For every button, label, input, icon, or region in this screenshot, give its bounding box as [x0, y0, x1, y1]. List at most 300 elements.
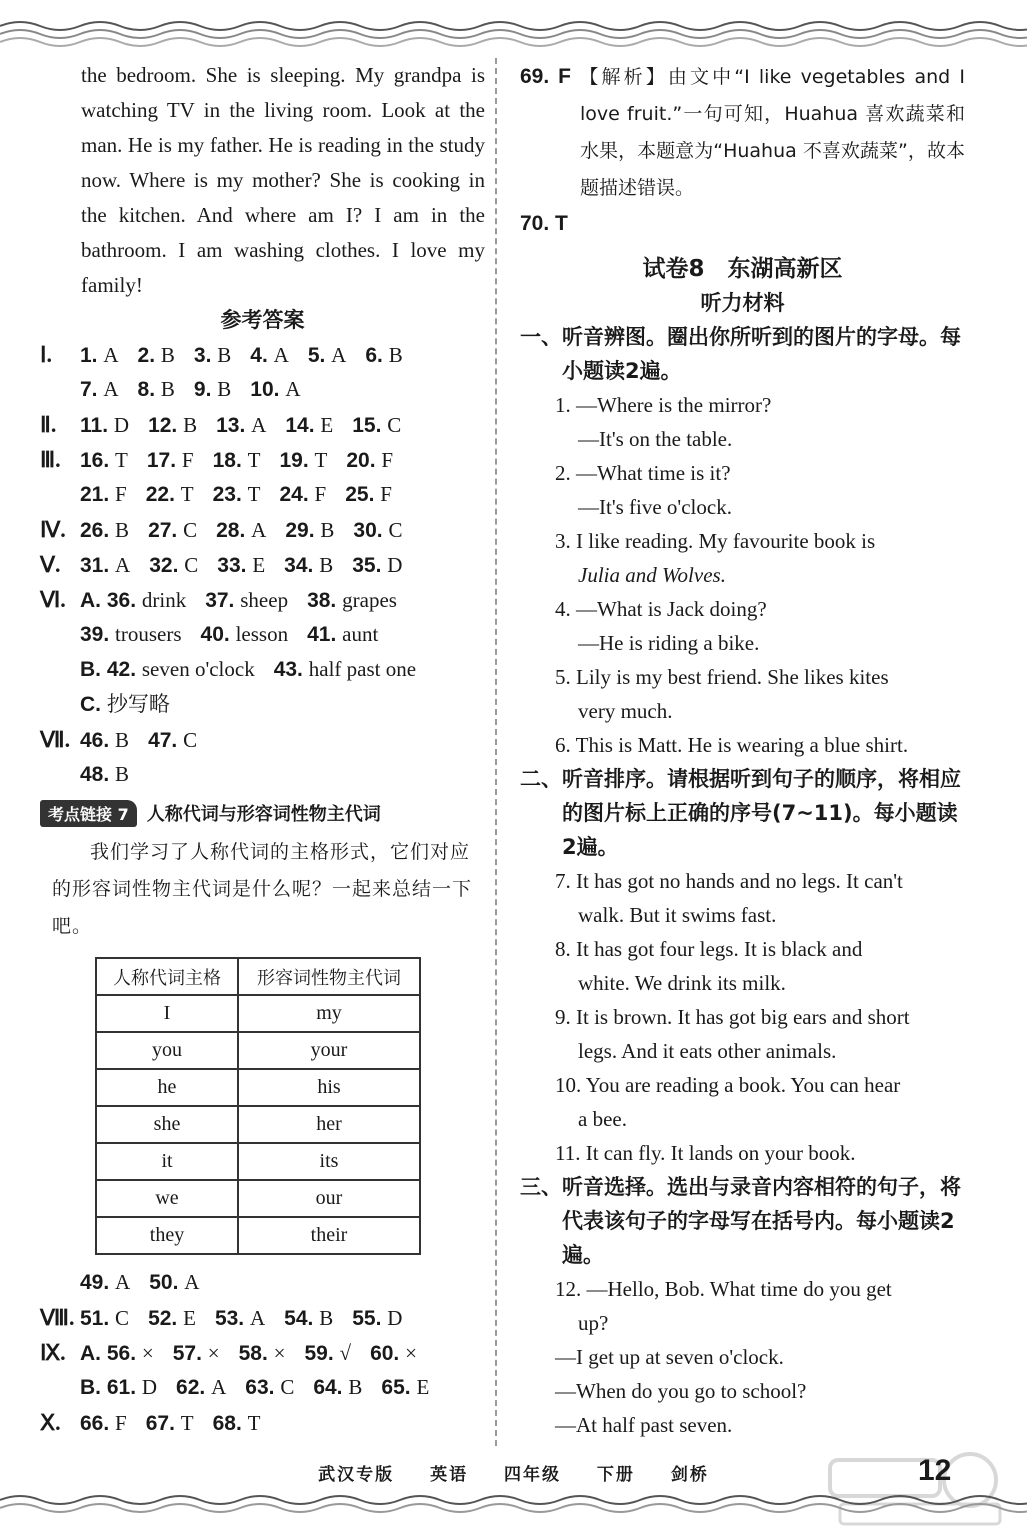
- question-number: 31.: [80, 554, 110, 577]
- answer-value: A: [103, 377, 119, 401]
- answer-key-block-2: [40, 1265, 485, 1440]
- answer-item: [205, 583, 288, 618]
- listening-item-line: 3. I like reading. My favourite book is: [555, 529, 876, 553]
- question-number: B. 42.: [80, 658, 137, 681]
- answer-value: T: [314, 448, 328, 472]
- answer-item: [213, 443, 261, 478]
- answer-item: [80, 652, 255, 687]
- answer-item: [274, 652, 416, 687]
- question-number: 9.: [193, 378, 212, 401]
- table-row: [96, 1069, 420, 1106]
- question-number: 12.: [148, 414, 178, 437]
- listening-item-continuation: —It's five o'clock.: [578, 495, 732, 519]
- answer-row: [40, 1335, 485, 1370]
- table-cell: we: [96, 1180, 238, 1217]
- answer-row: [40, 477, 485, 512]
- answer-value: F: [381, 448, 394, 472]
- table-row: [96, 1032, 420, 1069]
- answer-value: B: [319, 1306, 334, 1330]
- answer-value: A: [184, 1270, 200, 1294]
- answer-value: C: [387, 413, 402, 437]
- answer-value: A: [115, 553, 131, 577]
- answer-value: ×: [207, 1341, 220, 1365]
- answer-value: C: [388, 518, 403, 542]
- question-number: 43.: [273, 658, 303, 681]
- answer-value: B: [217, 343, 232, 367]
- answer-value: sheep: [240, 588, 289, 612]
- question-number: 2.: [137, 344, 156, 367]
- question-number: 54.: [284, 1307, 314, 1330]
- table-cell: I: [96, 995, 238, 1032]
- answer-value: F: [314, 482, 327, 506]
- answer-value: T: [247, 448, 261, 472]
- answer-value: ×: [273, 1341, 286, 1365]
- listening-item-continuation: a bee.: [578, 1107, 627, 1131]
- answer-item: [352, 408, 401, 443]
- question-number: 50.: [149, 1271, 179, 1294]
- listening-item-line: 4. —What is Jack doing?: [555, 597, 767, 621]
- listening-item-line: 1. —Where is the mirror?: [555, 393, 772, 417]
- top-wave-border: [0, 14, 1027, 54]
- table-cell: his: [238, 1069, 420, 1106]
- table-row: [96, 1143, 420, 1180]
- question-number: 66.: [80, 1412, 110, 1435]
- kaodian-text: 我们学习了人称代词的主格形式，它们对应的形容词性物主代词是什么呢？一起来总结一下吧。: [52, 841, 473, 937]
- table-header-row: [96, 958, 420, 995]
- question-number: 5.: [307, 344, 326, 367]
- answer-item: [80, 1265, 130, 1300]
- answer-value: T: [115, 448, 128, 472]
- roman-numeral: Ⅸ.: [40, 1340, 66, 1365]
- table-cell: their: [238, 1217, 420, 1254]
- answer-value: E: [183, 1306, 196, 1330]
- listening-item-line: —When do you go to school?: [555, 1379, 807, 1403]
- answer-value: grapes: [342, 588, 397, 612]
- question-number: B. 61.: [80, 1376, 137, 1399]
- answer-item: [80, 477, 127, 512]
- answer-item: [80, 408, 129, 443]
- question-number: 14.: [285, 414, 315, 437]
- table-row: [96, 1217, 420, 1254]
- answer-row: [40, 1405, 485, 1440]
- answer-item: [173, 1336, 220, 1371]
- answer-row: [40, 442, 485, 477]
- question-number: 1.: [80, 344, 98, 367]
- answer-value: C: [183, 728, 198, 752]
- question-number: A. 56.: [80, 1342, 137, 1365]
- answer-value: T: [247, 482, 261, 506]
- answer-item: [285, 408, 333, 443]
- answer-row: [40, 547, 485, 582]
- listening-item-continuation: walk. But it swims fast.: [578, 903, 777, 927]
- answer-value: B: [319, 553, 334, 577]
- question-number: 67.: [145, 1412, 175, 1435]
- answer-value: B: [320, 518, 335, 542]
- answer-item: [146, 477, 194, 512]
- question-number: 40.: [200, 623, 230, 646]
- answer-item: [250, 372, 300, 407]
- roman-numeral: Ⅳ.: [40, 517, 66, 542]
- listening-item-line: 8. It has got four legs. It is black and: [555, 937, 863, 961]
- table-cell: he: [96, 1069, 238, 1106]
- answer-value: trousers: [115, 622, 182, 646]
- question-number: 8.: [137, 378, 156, 401]
- question-number: 21.: [80, 483, 110, 506]
- question-number: 30.: [353, 519, 383, 542]
- question-number: 29.: [285, 519, 315, 542]
- answer-value: A: [115, 1270, 131, 1294]
- answer-item: [80, 372, 119, 407]
- question-number: 3.: [193, 344, 212, 367]
- answer-item: [146, 1406, 194, 1441]
- section-1-instruction: 一、听音辨图。圈出你所听到的图片的字母。每小题读2遍。: [520, 325, 961, 383]
- answer-value: D: [387, 1306, 403, 1330]
- answer-item: [148, 408, 197, 443]
- answer-value: B: [115, 518, 130, 542]
- table-header-cell: 人称代词主格: [96, 958, 238, 995]
- answer-value: aunt: [342, 622, 379, 646]
- answer-item: [149, 1265, 199, 1300]
- question-number: 60.: [370, 1342, 400, 1365]
- listening-item-line: —I get up at seven o'clock.: [555, 1345, 784, 1369]
- question-number: 47.: [148, 729, 178, 752]
- answer-item: [245, 1370, 294, 1405]
- answer-item: [365, 338, 402, 373]
- answer-item: [216, 513, 266, 548]
- table-cell: its: [238, 1143, 420, 1180]
- answer-value: T: [180, 1411, 194, 1435]
- footer-volume: 下册: [596, 1465, 635, 1485]
- answer-item: [213, 477, 261, 512]
- question-number: 58.: [238, 1342, 268, 1365]
- footer-grade: 四年级: [504, 1465, 561, 1485]
- section-3-instruction: 三、听音选择。选出与录音内容相符的句子，将代表该句子的字母写在括号内。每小题读2遍。: [520, 1175, 961, 1267]
- listening-item-line: 12. —Hello, Bob. What time do you get: [555, 1277, 892, 1301]
- answer-value: B: [217, 377, 232, 401]
- answer-item: [279, 477, 326, 512]
- answer-item: [80, 617, 182, 652]
- answer-value: ×: [141, 1341, 154, 1365]
- answer-item: [138, 338, 175, 373]
- table-cell: your: [238, 1032, 420, 1069]
- answer-item: [80, 757, 129, 792]
- question-number: 13.: [216, 414, 246, 437]
- footer-edition: 武汉专版: [318, 1465, 395, 1485]
- question-number: 27.: [148, 519, 178, 542]
- answer-value: half past one: [308, 657, 417, 681]
- answer-row: [40, 722, 485, 757]
- answer-69-analysis: 【解析】由文中“I like vegetables and I love fruit.”一句可知，Huahua 喜欢蔬菜和水果，本题意为“Huahua 不喜欢蔬菜”，故本题描述错误。: [579, 66, 966, 199]
- listening-item-continuation: Julia and Wolves.: [578, 563, 726, 587]
- section-2-items: [520, 864, 965, 1170]
- answer-value: B: [160, 377, 175, 401]
- table-cell: her: [238, 1106, 420, 1143]
- answer-value: B: [348, 1375, 363, 1399]
- answer-item: [217, 548, 265, 583]
- listening-item-line: 10. You are reading a book. You can hear: [555, 1073, 901, 1097]
- right-column: [520, 58, 965, 1442]
- question-number: 26.: [80, 519, 110, 542]
- answer-value: T: [180, 482, 194, 506]
- question-number: 11.: [80, 414, 109, 437]
- question-number: 49.: [80, 1271, 110, 1294]
- listening-item-continuation: white. We drink its milk.: [578, 971, 786, 995]
- listening-item-continuation: up?: [578, 1311, 609, 1335]
- answer-value: A: [251, 518, 267, 542]
- answer-item: [80, 548, 130, 583]
- answer-item: [370, 1336, 417, 1371]
- answer-value: A: [251, 413, 267, 437]
- roman-numeral: Ⅴ.: [40, 552, 61, 577]
- question-number: 23.: [212, 483, 242, 506]
- question-number: 15.: [352, 414, 382, 437]
- answer-item: [307, 617, 378, 652]
- question-number: 19.: [279, 449, 309, 472]
- answer-value: E: [252, 553, 266, 577]
- answer-value: T: [247, 1411, 261, 1435]
- answer-item: [138, 372, 175, 407]
- question-number: 57.: [172, 1342, 202, 1365]
- question-number: 64.: [313, 1376, 343, 1399]
- answer-item: [148, 1301, 196, 1336]
- answer-value: drink: [141, 588, 187, 612]
- roman-numeral: Ⅵ.: [40, 587, 66, 612]
- answer-row: [40, 337, 485, 372]
- table-cell: you: [96, 1032, 238, 1069]
- column-divider: [495, 58, 497, 1446]
- question-number: 22.: [145, 483, 175, 506]
- question-number: 38.: [307, 589, 337, 612]
- answer-value: √: [339, 1341, 352, 1365]
- paper-title: 试卷8 东湖高新区: [642, 256, 843, 282]
- question-number: A. 36.: [80, 589, 137, 612]
- question-number: 32.: [149, 554, 179, 577]
- answer-item: [147, 443, 194, 478]
- answer-item: [352, 548, 402, 583]
- table-header-cell: 形容词性物主代词: [238, 958, 420, 995]
- answer-item: [345, 477, 392, 512]
- answer-item: [285, 513, 334, 548]
- answer-value: lesson: [235, 622, 289, 646]
- footer-publisher: 剑桥: [670, 1465, 709, 1485]
- answer-row: [40, 1370, 485, 1405]
- question-number: 53.: [214, 1307, 245, 1330]
- answer-item: [239, 1336, 286, 1371]
- kaodian-badge: 考点链接 7: [40, 800, 137, 827]
- question-number: 55.: [352, 1307, 382, 1330]
- listening-item-line: 5. Lily is my best friend. She likes kites: [555, 665, 889, 689]
- answer-value: A: [285, 377, 301, 401]
- roman-numeral: Ⅱ.: [40, 412, 57, 437]
- answer-item: [148, 513, 197, 548]
- answer-item: [307, 583, 397, 618]
- footer-subject: 英语: [430, 1465, 469, 1485]
- table-cell: it: [96, 1143, 238, 1180]
- question-number: 48.: [80, 763, 110, 786]
- answer-69-label: 69. F: [520, 65, 571, 88]
- table-cell: she: [96, 1106, 238, 1143]
- answer-row: [40, 512, 485, 547]
- question-number: 10.: [250, 378, 280, 401]
- answer-value: C: [183, 518, 198, 542]
- answer-item: [80, 1301, 129, 1336]
- answer-row: [40, 407, 485, 442]
- answers-heading: 参考答案: [220, 308, 305, 332]
- answer-69: [520, 58, 965, 206]
- question-number: 46.: [80, 729, 110, 752]
- table-row: [96, 1180, 420, 1217]
- question-number: 34.: [284, 554, 314, 577]
- answer-row: [40, 582, 485, 617]
- roman-numeral: Ⅰ.: [40, 342, 52, 367]
- question-number: 37.: [205, 589, 235, 612]
- listening-passage: the bedroom. She is sleeping. My grandpa is watching TV in the living room. Look at the man. He is my father. He is reading in the study now. Where is my mother? She is cooking in the kitchen. And where am I? I am in the bathroom. I am washing clothes. I love my family!: [81, 63, 485, 297]
- answer-item: [250, 338, 289, 373]
- answer-value: C: [280, 1375, 295, 1399]
- answer-item: [213, 1406, 261, 1441]
- answer-value: 抄写略: [106, 692, 170, 716]
- roman-numeral: Ⅹ.: [40, 1410, 61, 1435]
- answer-item: [80, 443, 128, 478]
- answer-row: [40, 652, 485, 687]
- answer-value: seven o'clock: [141, 657, 255, 681]
- answer-item: [80, 513, 129, 548]
- answer-value: A: [249, 1306, 266, 1330]
- answer-value: E: [320, 413, 334, 437]
- answer-item: [80, 723, 129, 758]
- answer-value: B: [183, 413, 198, 437]
- answer-item: [148, 723, 197, 758]
- answer-item: [284, 1301, 333, 1336]
- answer-item: [80, 687, 170, 722]
- question-number: 35.: [352, 554, 382, 577]
- answer-row: [40, 617, 485, 652]
- table-cell: our: [238, 1180, 420, 1217]
- answer-item: [215, 1301, 265, 1336]
- answer-value: B: [160, 343, 175, 367]
- answer-value: D: [387, 553, 403, 577]
- answer-item: [305, 1336, 352, 1371]
- roman-numeral: Ⅶ.: [40, 727, 71, 752]
- question-number: 62.: [176, 1376, 206, 1399]
- page-number: 12: [918, 1454, 952, 1487]
- pronoun-table: [95, 957, 421, 1255]
- answer-item: [353, 513, 402, 548]
- answer-item: [80, 583, 186, 618]
- answer-value: B: [115, 728, 130, 752]
- section-1-items: [520, 388, 965, 762]
- section-2-instruction: 二、听音排序。请根据听到句子的顺序，将相应的图片标上正确的序号(7~11)。每小题读2遍。: [520, 767, 961, 859]
- table-cell: they: [96, 1217, 238, 1254]
- answer-item: [346, 443, 393, 478]
- answer-row: [40, 372, 485, 407]
- question-number: 51.: [80, 1307, 110, 1330]
- answer-value: A: [331, 343, 347, 367]
- answer-item: [194, 338, 231, 373]
- answer-item: [352, 1301, 402, 1336]
- listening-item-line: 2. —What time is it?: [555, 461, 731, 485]
- answer-value: D: [141, 1375, 158, 1399]
- answer-value: B: [388, 343, 403, 367]
- question-number: 16.: [80, 449, 110, 472]
- question-number: 18.: [212, 449, 242, 472]
- answer-item: [308, 338, 347, 373]
- question-number: 25.: [345, 483, 375, 506]
- listening-item-continuation: legs. And it eats other animals.: [578, 1039, 837, 1063]
- listening-item-line: 7. It has got no hands and no legs. It can't: [555, 869, 903, 893]
- answer-item: [201, 617, 289, 652]
- listening-item-line: 9. It is brown. It has got big ears and short: [555, 1005, 910, 1029]
- listening-item-line: 11. It can fly. It lands on your book.: [555, 1141, 856, 1165]
- listening-item-continuation: —It's on the table.: [578, 427, 733, 451]
- answer-value: E: [416, 1375, 430, 1399]
- answer-value: D: [113, 413, 130, 437]
- answer-item: [313, 1370, 362, 1405]
- listening-item-continuation: —He is riding a bike.: [578, 631, 760, 655]
- answer-row: [40, 1300, 485, 1335]
- answer-value: C: [115, 1306, 130, 1330]
- question-number: 24.: [279, 483, 309, 506]
- answer-key-block-1: [40, 337, 485, 792]
- listening-title: 听力材料: [700, 291, 785, 315]
- question-number: 33.: [217, 554, 247, 577]
- question-number: 7.: [80, 378, 98, 401]
- question-number: 4.: [250, 344, 268, 367]
- answer-item: [216, 408, 266, 443]
- answer-item: [80, 1370, 157, 1405]
- question-number: 63.: [245, 1376, 275, 1399]
- question-number: 6.: [365, 344, 383, 367]
- roman-numeral: Ⅲ.: [40, 447, 61, 472]
- roman-numeral: Ⅷ.: [40, 1305, 75, 1330]
- answer-value: A: [211, 1375, 227, 1399]
- question-number: 52.: [148, 1307, 178, 1330]
- answer-item: [284, 548, 333, 583]
- answer-item: [80, 338, 119, 373]
- listening-item-line: —At half past seven.: [555, 1413, 733, 1437]
- question-number: 65.: [381, 1376, 411, 1399]
- answer-value: F: [181, 448, 194, 472]
- table-cell: my: [238, 995, 420, 1032]
- question-number: C.: [80, 693, 101, 716]
- question-number: 17.: [146, 449, 177, 472]
- question-number: 39.: [80, 623, 110, 646]
- answer-value: F: [115, 482, 127, 506]
- listening-item-continuation: very much.: [578, 699, 673, 723]
- answer-value: C: [184, 553, 199, 577]
- question-number: 59.: [304, 1342, 334, 1365]
- question-number: 28.: [216, 519, 246, 542]
- answer-item: [80, 1336, 154, 1371]
- answer-item: [194, 372, 231, 407]
- answer-item: [176, 1370, 226, 1405]
- table-row: [96, 1106, 420, 1143]
- answer-value: B: [115, 762, 130, 786]
- left-column: [40, 58, 485, 1440]
- answer-value: A: [273, 343, 289, 367]
- table-row: [96, 995, 420, 1032]
- answer-value: A: [103, 343, 119, 367]
- answer-70: 70. T: [520, 212, 568, 235]
- kaodian-header: [40, 796, 485, 830]
- section-3-items: [520, 1272, 965, 1442]
- question-number: 41.: [307, 623, 337, 646]
- bottom-wave-border: [0, 1478, 1027, 1518]
- answer-row: [40, 1265, 485, 1300]
- question-number: 68.: [212, 1412, 242, 1435]
- answer-item: [80, 1406, 127, 1441]
- kaodian-title: 人称代词与形容词性物主代词: [146, 804, 381, 825]
